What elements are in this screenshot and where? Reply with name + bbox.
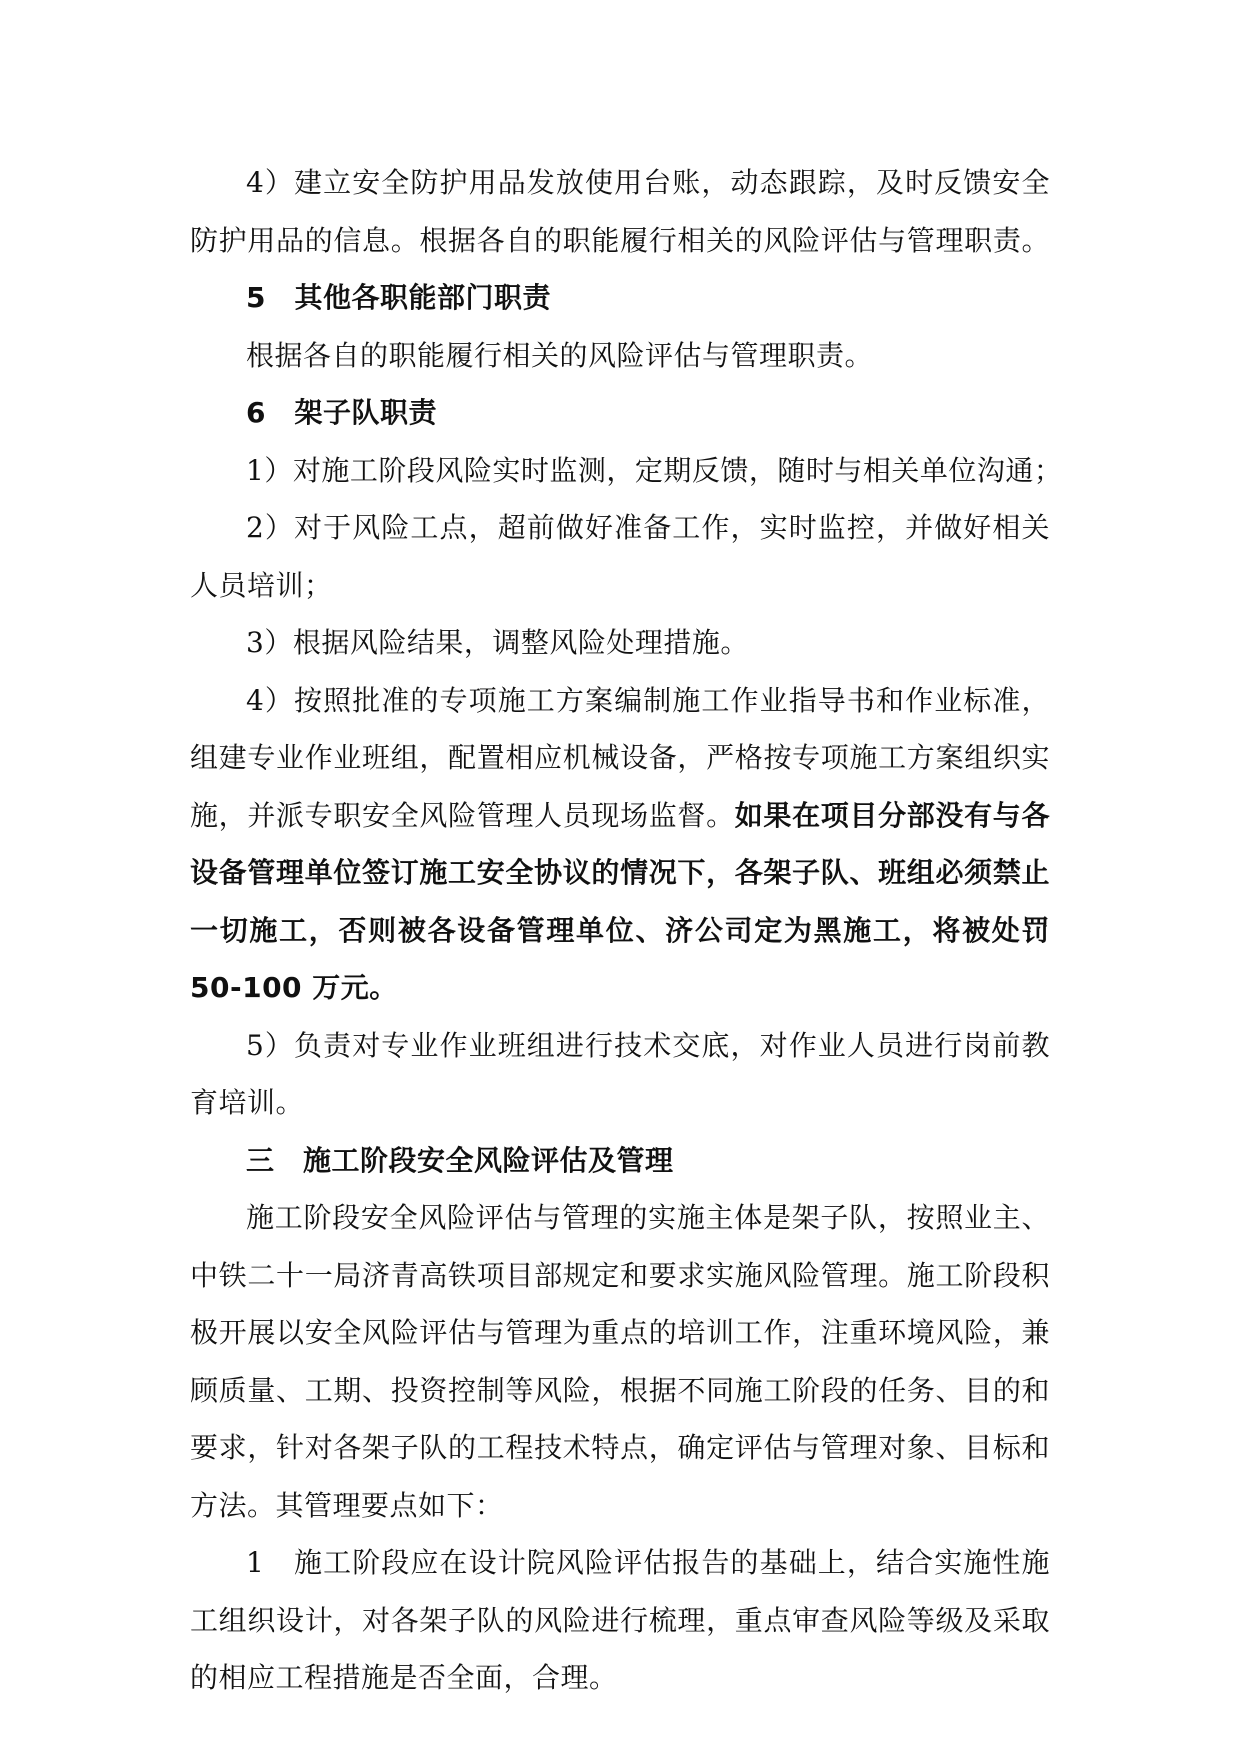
paragraph-line: 中铁二十一局济青高铁项目部规定和要求实施风险管理。施工阶段积 — [190, 1258, 1050, 1292]
paragraph-line: 施工阶段安全风险评估与管理的实施主体是架子队，按照业主、 — [246, 1201, 1050, 1234]
paragraph-line: 防护用品的信息。根据各自的职能履行相关的风险评估与管理职责。 — [190, 223, 1050, 257]
paragraph-line: 根据各自的职能履行相关的风险评估与管理职责。 — [246, 338, 874, 372]
paragraph-line: 极开展以安全风险评估与管理为重点的培训工作，注重环境风险，兼 — [190, 1316, 1050, 1349]
section-heading: 5 其他各职能部门职责 — [246, 281, 551, 314]
paragraph-line: 育培训。 — [190, 1086, 305, 1119]
paragraph-line: 顾质量、工期、投资控制等风险，根据不同施工阶段的任务、目的和 — [190, 1373, 1050, 1407]
bold-warning-line: 设备管理单位签订施工安全协议的情况下，各架子队、班组必须禁止 — [190, 856, 1050, 889]
section-heading: 三 施工阶段安全风险评估及管理 — [246, 1143, 674, 1177]
paragraph-line: 工组织设计，对各架子队的风险进行梳理，重点审查风险等级及采取 — [190, 1603, 1050, 1637]
paragraph-line: 4）按照批准的专项施工方案编制施工作业指导书和作业标准， — [246, 683, 1050, 717]
bold-warning-line: 50-100 万元。 — [190, 971, 398, 1004]
paragraph-line: 方法。其管理要点如下： — [190, 1488, 504, 1522]
paragraph-line-mixed — [190, 787, 1050, 845]
paragraph-line: 2）对于风险工点，超前做好准备工作，实时监控，并做好相关 — [246, 511, 1050, 544]
paragraph-line: 组建专业作业班组，配置相应机械设备，严格按专项施工方案组织实 — [190, 741, 1050, 774]
paragraph-line: 1 施工阶段应在设计院风险评估报告的基础上，结合实施性施 — [246, 1546, 1050, 1579]
paragraph-line: 3）根据风险结果，调整风险处理措施。 — [246, 626, 749, 659]
bold-warning-line: 一切施工，否则被各设备管理单位、济公司定为黑施工，将被处罚 — [190, 913, 1050, 947]
paragraph-line: 人员培训； — [190, 568, 333, 602]
section-heading: 6 架子队职责 — [246, 396, 437, 429]
normal-text: 施，并派专职安全风险管理人员现场监督。 — [190, 798, 735, 832]
paragraph-line: 的相应工程措施是否全面，合理。 — [190, 1661, 618, 1694]
paragraph-line: 5）负责对专业作业班组进行技术交底，对作业人员进行岗前教 — [246, 1028, 1050, 1062]
paragraph-line: 要求，针对各架子队的工程技术特点，确定评估与管理对象、目标和 — [190, 1431, 1050, 1464]
paragraph-line: 4）建立安全防护用品发放使用台账，动态跟踪，及时反馈安全 — [246, 166, 1050, 199]
bold-warning-text: 如果在项目分部没有与各 — [734, 798, 1050, 832]
paragraph-line: 1）对施工阶段风险实时监测，定期反馈，随时与相关单位沟通； — [246, 453, 1063, 487]
document-page — [190, 154, 1063, 1707]
